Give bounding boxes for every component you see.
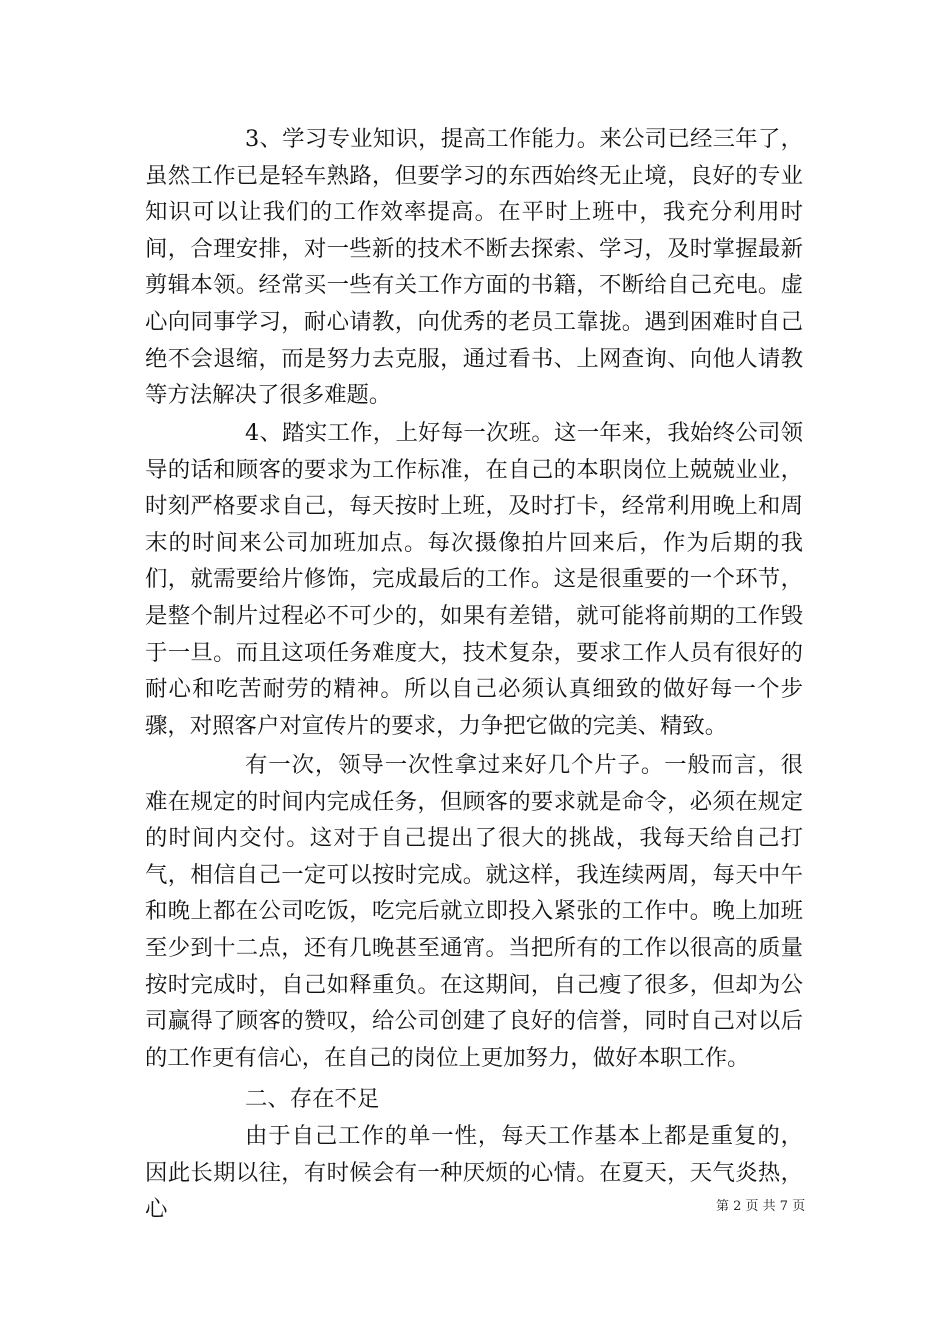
paragraph-diligent-work: 4、踏实工作，上好每一次班。这一年来，我始终公司领导的话和顾客的要求为工作标准，在自己的本职岗位上兢兢业业，时刻严格要求自己，每天按时上班，及时打卡，经常利用晚上和周末的时间来公司加班加点。每次摄像拍片回来后，作为后期的我们，就需要给片修饰，完成最后的工作。这是很重要的一个环节，是整个制片过程必不可少的，如果有差错，就可能将前期的工作毁于一旦。而且这项任务难度大，技术复杂，要求工作人员有很好的耐心和吃苦耐劳的精神。所以自己必须认真细致的做好每一个步骤，对照客户对宣传片的要求，力争把它做的完美、精致。	[145, 420, 803, 739]
page-footer: 第 2 页 共 7 页	[716, 1199, 806, 1214]
section-heading: 二、存在不足	[245, 1086, 380, 1112]
paragraph-learning: 3、学习专业知识，提高工作能力。来公司已经三年了，虽然工作已是轻车熟路，但要学习的东西始终无止境，良好的专业知识可以让我们的工作效率提高。在平时上班中，我充分利用时间，合理安排，对一些新的技术不断去探索、学习，及时掌握最新剪辑本领。经常买一些有关工作方面的书籍，不断给自己充电。虚心向同事学习，耐心请教，向优秀的老员工靠拢。遇到困难时自己绝不会退缩，而是努力去克服，通过看书、上网查询、向他人请教等方法解决了很多难题。	[145, 126, 803, 409]
paragraph-deadline-story: 有一次，领导一次性拿过来好几个片子。一般而言，很难在规定的时间内完成任务，但顾客的要求就是命令，必须在规定的时间内交付。这对于自己提出了很大的挑战，我每天给自己打气，相信自己一定可以按时完成。就这样，我连续两周，每天中午和晚上都在公司吃饭，吃完后就立即投入紧张的工作中。晚上加班至少到十二点，还有几晚甚至通宵。当把所有的工作以很高的质量按时完成时，自己如释重负。在这期间，自己瘦了很多，但却为公司赢得了顾客的赞叹，给公司创建了良好的信誉，同时自己对以后的工作更有信心，在自己的岗位上更加努力，做好本职工作。	[145, 752, 803, 1071]
paragraph-shortcomings: 由于自己工作的单一性，每天工作基本上都是重复的，因此长期以往，有时候会有一种厌烦的心情。在夏天，天气炎热，心	[145, 1123, 803, 1223]
